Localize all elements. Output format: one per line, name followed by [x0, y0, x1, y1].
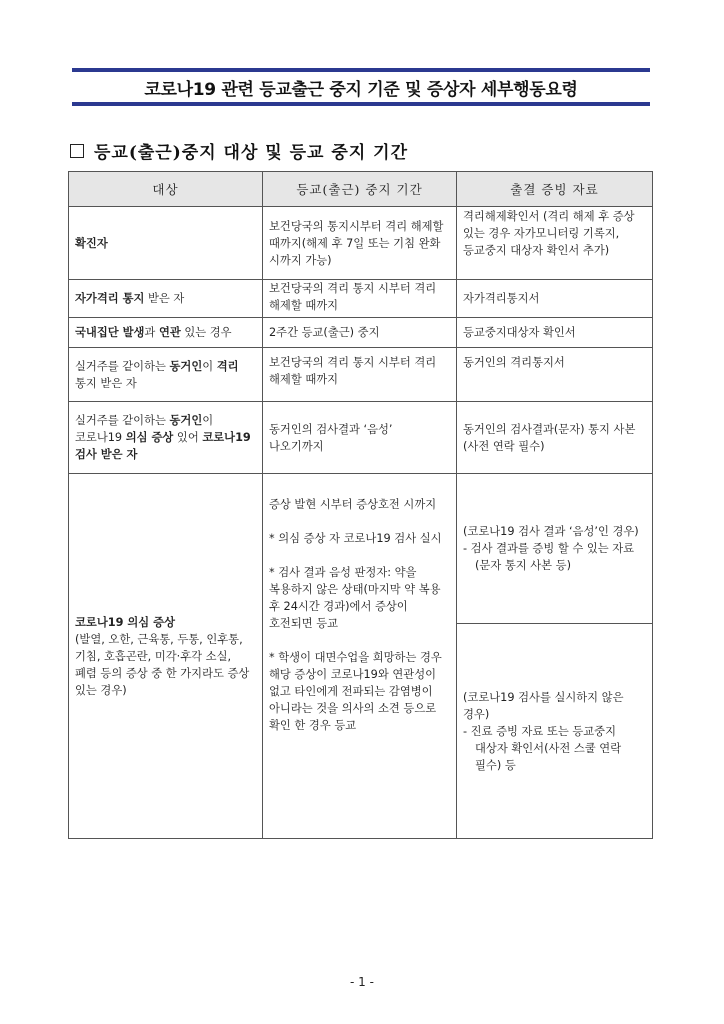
- table-row: [69, 280, 653, 318]
- row2-target: [69, 280, 263, 318]
- row4-target: [69, 348, 263, 402]
- row6-target-rest: (발열, 오한, 근육통, 두통, 인후통, 기침, 호흡곤란, 미각·후각 소실, 폐렴 등의 증상 중 한 가지라도 증상 있는 경우): [75, 632, 250, 697]
- row4-target-bold-1: 동거인: [169, 359, 203, 373]
- row4-target-text-1: 실거주를 같이하는: [75, 359, 170, 373]
- row3-period: 2주간 등교(출근) 중지: [263, 318, 457, 348]
- row6-target: [69, 474, 263, 839]
- row6-proof-a-item: - 검사 결과를 증빙 할 수 있는 자료(문자 통지 사본 등): [463, 542, 635, 572]
- section-heading: [70, 138, 408, 163]
- row6-period-note-2: * 검사 결과 음성 판정자: 약을 복용하지 않은 상태(마지막 약 복용 후 24시간 경과)에서 증상이 호전되면 등교: [269, 566, 441, 630]
- header-target: 대상: [69, 172, 263, 207]
- row5-period: 동거인의 검사결과 ‘음성’ 나오기까지: [263, 402, 457, 474]
- document-title: 코로나19 관련 등교출근 중지 기준 및 증상자 세부행동요령: [144, 79, 578, 100]
- row6-period-note-3: * 학생이 대면수업을 희망하는 경우 해당 증상이 코로나19와 연관성이 없고 타인에게 전파되는 감염병이 아니라는 것을 의사의 소견 등으로 확인 한 경우 등교: [269, 651, 442, 732]
- table-row: [69, 207, 653, 280]
- page-number: - 1 -: [350, 975, 374, 989]
- header-period: 등교(출근) 중지 기간: [263, 172, 457, 207]
- document-title-banner: [72, 68, 650, 106]
- table-row: [69, 348, 653, 402]
- row6-period-note-1: * 의심 증상 자 코로나19 검사 실시: [269, 532, 442, 545]
- row5-proof: 동거인의 검사결과(문자) 통지 사본(사전 연락 필수): [457, 402, 653, 474]
- row5-target-bold-1: 동거인: [169, 414, 203, 427]
- criteria-table: [68, 171, 653, 839]
- row6-proof-b-item: - 진료 증빙 자료 또는 등교중지 대상자 확인서(사전 스쿨 연락 필수) 등: [463, 724, 622, 772]
- row1-proof: 격리해제확인서 (격리 해제 후 증상 있는 경우 자가모니터링 기록지, 등교중지 대상자 확인서 추가): [457, 207, 653, 280]
- row5-target-bold-3: 코로나19 검사 받은 자: [75, 431, 251, 461]
- table-row: [69, 474, 653, 624]
- row4-target-bold-2: 격리: [216, 359, 239, 373]
- row6-proof-b-head: (코로나19 검사를 실시하지 않은 경우): [463, 690, 624, 721]
- row2-proof: 자가격리통지서: [457, 280, 653, 318]
- row6-proof-a: [457, 474, 653, 624]
- row5-target-text-3: 있어: [173, 431, 203, 444]
- row6-period-main: 증상 발현 시부터 증상호전 시까지: [269, 498, 437, 511]
- row4-target-text-2: 이: [202, 359, 217, 373]
- header-proof: 출결 증빙 자료: [457, 172, 653, 207]
- row3-target: [69, 318, 263, 348]
- checkbox-icon: [70, 144, 84, 158]
- row5-target-text-2: 이 코로나19: [75, 414, 214, 444]
- row3-proof: 등교중지대상자 확인서: [457, 318, 653, 348]
- row1-period: 보건당국의 통지시부터 격리 해제할 때까지(해제 후 7일 또는 기침 완화 시까지 가능): [263, 207, 457, 280]
- row3-target-bold-2: 연관: [158, 326, 181, 339]
- table-header-row: [69, 172, 653, 207]
- row2-target-rest: 받은 자: [144, 292, 185, 305]
- row4-period: 보건당국의 격리 통지 시부터 격리 해제할 때까지: [263, 348, 457, 402]
- row4-target-text-3: 통지 받은 자: [75, 376, 137, 390]
- row5-target-bold-2: 의심 증상: [125, 431, 174, 444]
- table-row: [69, 318, 653, 348]
- row2-period: 보건당국의 격리 통지 시부터 격리 해제할 때까지: [263, 280, 457, 318]
- row5-target: [69, 402, 263, 474]
- row6-proof-a-head: (코로나19 검사 결과 ‘음성’인 경우): [463, 525, 639, 538]
- row1-target: 확진자: [69, 207, 263, 280]
- row4-proof: 동거인의 격리통지서: [457, 348, 653, 402]
- row6-target-bold: 코로나19 의심 증상: [75, 615, 175, 629]
- row3-target-bold-1: 국내집단 발생: [75, 326, 145, 339]
- row2-target-bold: 자가격리 통지: [75, 292, 145, 305]
- row6-proof-b: [457, 624, 653, 839]
- row3-target-text-2: 있는 경우: [180, 326, 232, 339]
- row5-target-text-1: 실거주를 같이하는: [75, 414, 170, 427]
- section-heading-text: 등교(출근)중지 대상 및 등교 중지 기간: [94, 143, 409, 163]
- row3-target-text-1: 과: [144, 326, 159, 339]
- table-row: [69, 402, 653, 474]
- row6-period: [263, 474, 457, 839]
